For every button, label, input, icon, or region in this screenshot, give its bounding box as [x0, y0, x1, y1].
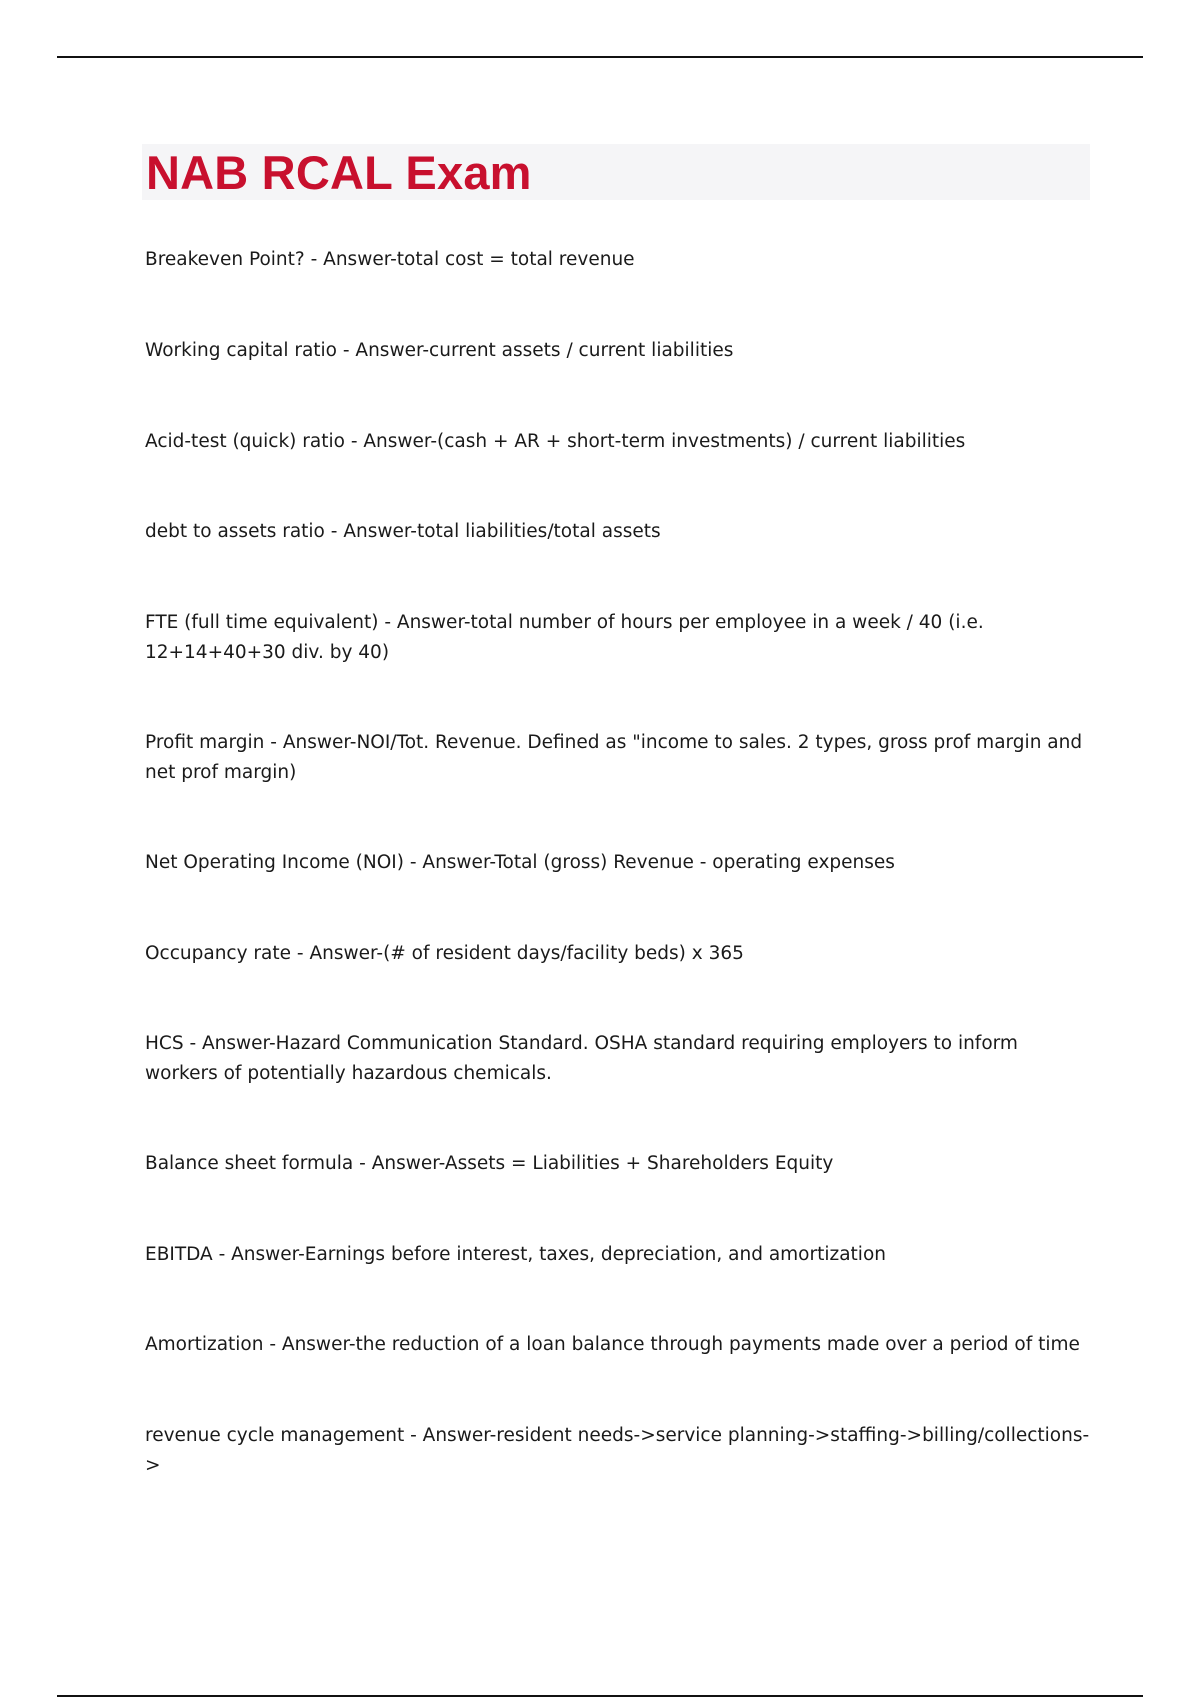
qa-item-balance-sheet: Balance sheet formula - Answer-Assets = Liabilities + Shareholders Equity: [145, 1153, 834, 1174]
qa-item-acid-test: Acid-test (quick) ratio - Answer-(cash + AR + short-term investments) / current liabilities: [145, 431, 966, 452]
title-banner: [142, 144, 1090, 200]
qa-item-ebitda: EBITDA - Answer-Earnings before interest, taxes, depreciation, and amortization: [145, 1244, 886, 1265]
qa-item-revenue-cycle: revenue cycle management - Answer-resident needs->service planning->staffing->billing/collections->: [145, 1425, 1090, 1476]
qa-item-occupancy-rate: Occupancy rate - Answer-(# of resident days/facility beds) x 365: [145, 943, 744, 964]
qa-item-fte: FTE (full time equivalent) - Answer-total number of hours per employee in a week / 40 (i.e. 12+14+40+30 div. by 40): [145, 612, 984, 663]
qa-item-profit-margin: Profit margin - Answer-NOI/Tot. Revenue. Defined as "income to sales. 2 types, gross prof margin and net prof margin): [145, 732, 1083, 783]
qa-item-amortization: Amortization - Answer-the reduction of a loan balance through payments made over a period of time: [145, 1334, 1080, 1355]
qa-item-breakeven: Breakeven Point? - Answer-total cost = total revenue: [145, 249, 635, 270]
bottom-rule: [57, 1695, 1143, 1697]
top-rule: [57, 56, 1143, 58]
qa-item-hcs: HCS - Answer-Hazard Communication Standard. OSHA standard requiring employers to inform workers of potentially hazardous chemicals.: [145, 1033, 1018, 1084]
qa-item-working-capital: Working capital ratio - Answer-current assets / current liabilities: [145, 340, 734, 361]
qa-item-noi: Net Operating Income (NOI) - Answer-Total (gross) Revenue - operating expenses: [145, 852, 895, 873]
document-title: NAB RCAL Exam: [146, 146, 532, 199]
qa-item-debt-to-assets: debt to assets ratio - Answer-total liabilities/total assets: [145, 521, 661, 542]
